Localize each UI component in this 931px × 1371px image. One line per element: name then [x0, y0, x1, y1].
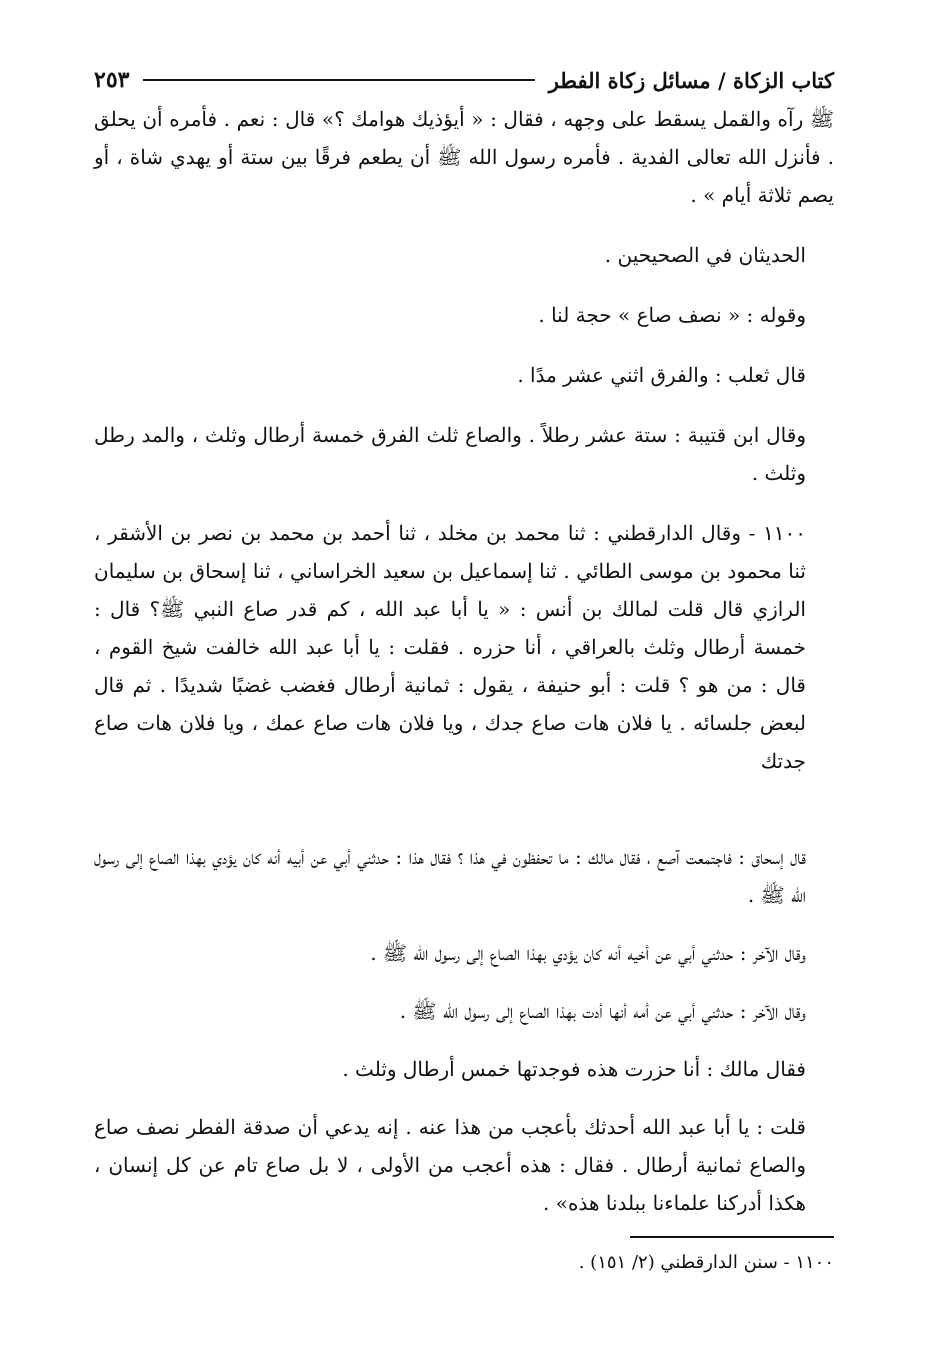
paragraph-other-brother: وقال الآخر : حدثني أبي عن أخيه أنه كان يؤدي بهذا الصاع إلى رسول الله ﷺ . [370, 941, 806, 965]
page-body [94, 100, 834, 1222]
book-page [94, 60, 834, 1278]
footnote: ١١٠٠ - سنن الدارقطني (٢/ ١٥١) . [578, 1252, 834, 1273]
paragraph-sahihayn: الحديثان في الصحيحين . [604, 243, 806, 267]
paragraph-closing: قلت : يا أبا عبد الله أحدثك بأعجب من هذا عنه . إنه يدعي أن صدقة الفطر نصف صاع والصاع ثمانية أرطال . فقال : هذه أعجب من الأولى ، لا بل صاع تام عن كل إنسان ، هكذا أدركنا علماءنا ببلدنا هذه» . [94, 1115, 806, 1215]
running-header [94, 60, 834, 100]
paragraph-thalab: قال ثعلب : والفرق اثني عشر مدًا . [517, 363, 806, 387]
paragraph-hadith-continuation: ﷺ رآه والقمل يسقط على وجهه ، فقال : « أيؤذيك هوامك ؟» قال : نعم . فأمره أن يحلق . فأنزل الله تعالى الفدية . فأمره رسول الله ﷺ أن يطعم فرقًا بين ستة أو يهدي شاة ، أو يصم ثلاثة أيام » . [94, 107, 834, 207]
paragraph-malik-estimate: فقال مالك : أنا حزرت هذه فوجدتها خمس أرطال وثلث . [342, 1057, 806, 1081]
paragraph-other-mother: وقال الآخر : حدثني أبي عن أمه أنها أدت بهذا الصاع إلى رسول الله ﷺ . [399, 999, 806, 1023]
page-number: ٢٥٣ [94, 67, 130, 93]
footnote-separator [630, 1236, 834, 1238]
header-rule [143, 79, 534, 81]
paragraph-half-sa: وقوله : « نصف صاع » حجة لنا . [538, 303, 806, 327]
paragraph-hadith-1100: ١١٠٠ - وقال الدارقطني : ثنا محمد بن مخلد ، ثنا أحمد بن محمد بن نصر بن الأشقر ، ثنا محمود بن موسى الطائي . ثنا إسماعيل بن سعيد الخراساني ، ثنا إسحاق بن سليمان الرازي قال قلت لمالك بن أنس : « يا أبا عبد الله ، كم قدر صاع النبي ﷺ؟ قال : خمسة أرطال وثلث بالعراقي ، أنا حزره . فقلت : يا أبا عبد الله خالفت شيخ القوم ، قال : من هو ؟ قلت : أبو حنيفة ، يقول : ثمانية أرطال فغضب غضبًا شديدًا . ثم قال لبعض جلسائه . يا فلان هات صاع جدك ، ويا فلان هات صاع عمك ، ويا فلان هات صاع جدتك [94, 521, 806, 773]
running-title: كتاب الزكاة / مسائل زكاة الفطر [548, 67, 834, 93]
paragraph-ibn-qutaybah: وقال ابن قتيبة : ستة عشر رطلاً . والصاع ثلث الفرق خمسة أرطال وثلث ، والمد رطل وثلث . [94, 423, 806, 485]
paragraph-ishaq: قال إسحاق : فاجتمعت آصع ، فقال مالك : ما تحفظون في هذا ؟ فقال هذا : حدثني أبي عن أبيه أنه كان يؤدي بهذا الصاع إلى رسول الله ﷺ . [94, 845, 806, 907]
